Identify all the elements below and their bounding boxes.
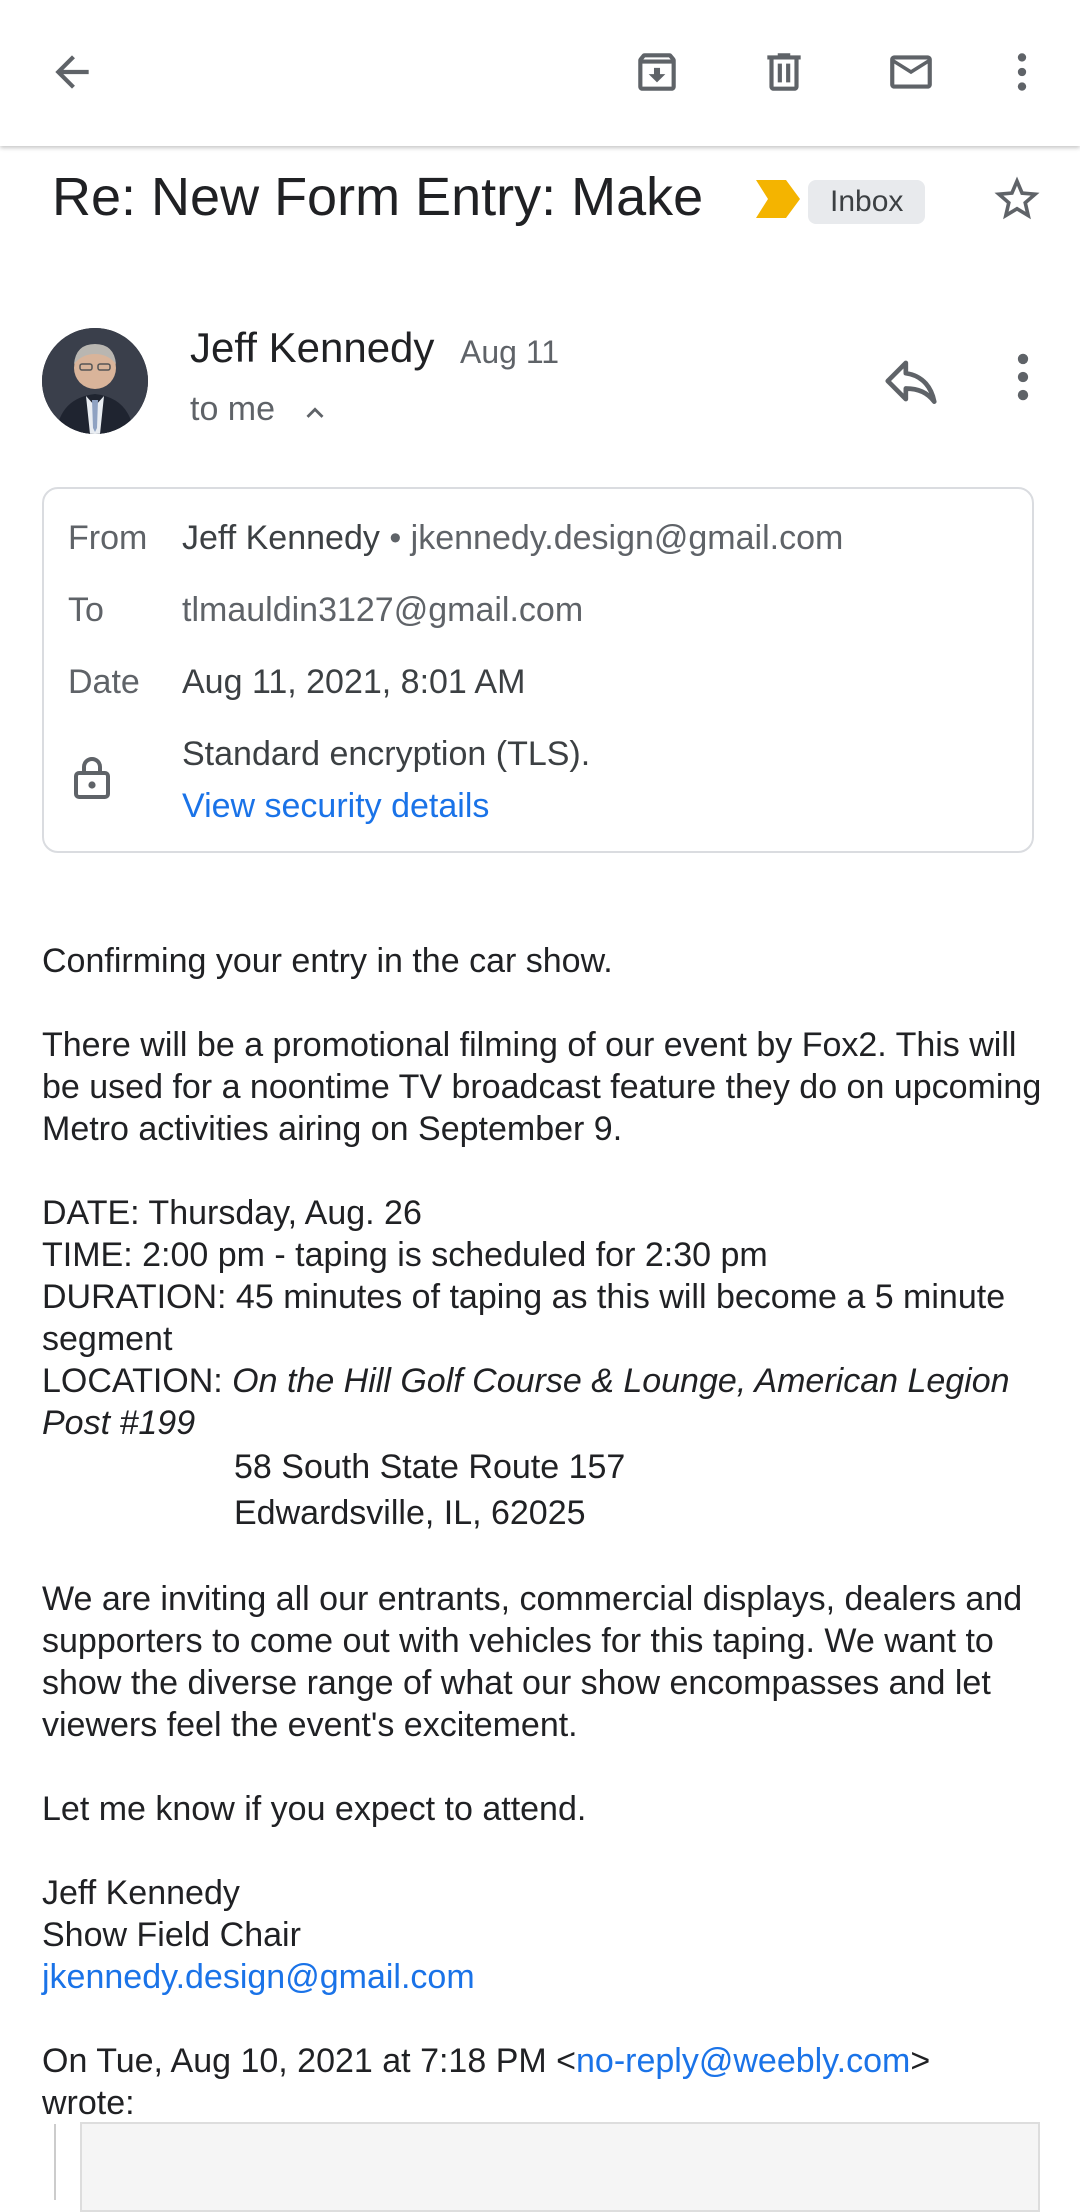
address-line-2: Edwardsville, IL, 62025 bbox=[234, 1494, 586, 1532]
avatar-photo bbox=[42, 328, 148, 434]
message-date: Aug 11 bbox=[460, 334, 560, 370]
inbox-label-chip[interactable]: Inbox bbox=[808, 180, 925, 224]
sender-avatar[interactable] bbox=[42, 328, 148, 434]
message-details-panel bbox=[42, 487, 1034, 853]
quote-suffix: > bbox=[910, 2042, 931, 2080]
message-more-icon[interactable] bbox=[992, 346, 1054, 408]
back-button[interactable] bbox=[36, 36, 108, 108]
message-body bbox=[42, 940, 1042, 2124]
delete-button[interactable] bbox=[748, 36, 820, 108]
trash-icon bbox=[759, 47, 809, 97]
mark-unread-button[interactable] bbox=[875, 36, 947, 108]
more-vert-icon bbox=[997, 47, 1047, 97]
from-label: From bbox=[68, 519, 148, 557]
signature-email-link[interactable]: jkennedy.design@gmail.com bbox=[42, 1958, 475, 1996]
body-paragraph: There will be a promotional filming of our event by Fox2. This will be used for a noontime TV broadcast feature they do on upcoming Metro activities airing on September 9. bbox=[42, 1026, 1042, 1148]
archive-icon bbox=[632, 47, 682, 97]
from-separator: • bbox=[389, 519, 402, 557]
reply-icon[interactable] bbox=[880, 350, 942, 412]
body-paragraph: Let me know if you expect to attend. bbox=[42, 1790, 587, 1828]
quote-bar bbox=[54, 2124, 56, 2200]
location-name: On the Hill Golf Course & Lounge, American Legion Post #199 bbox=[42, 1362, 1010, 1442]
more-options-button[interactable] bbox=[986, 36, 1058, 108]
from-value bbox=[182, 519, 843, 558]
signature-title: Show Field Chair bbox=[42, 1916, 301, 1954]
body-paragraph: Confirming your entry in the car show. bbox=[42, 942, 613, 980]
quoted-content-box bbox=[80, 2122, 1040, 2212]
date-value: Aug 11, 2021, 8:01 AM bbox=[182, 663, 526, 701]
location-label: LOCATION: bbox=[42, 1362, 233, 1400]
view-security-details-link[interactable]: View security details bbox=[182, 787, 490, 825]
sender-name[interactable]: Jeff Kennedy bbox=[190, 324, 435, 371]
quote-attribution bbox=[42, 2040, 1042, 2082]
to-label: To bbox=[68, 591, 104, 629]
event-time-line: TIME: 2:00 pm - taping is scheduled for 2:30 pm bbox=[42, 1236, 768, 1274]
from-name: Jeff Kennedy bbox=[182, 519, 380, 557]
quote-prefix: On Tue, Aug 10, 2021 at 7:18 PM < bbox=[42, 2042, 576, 2080]
arrow-left-icon bbox=[47, 47, 97, 97]
importance-marker-icon[interactable] bbox=[754, 178, 802, 220]
lock-icon bbox=[72, 755, 112, 799]
from-email[interactable]: jkennedy.design@gmail.com bbox=[410, 519, 844, 557]
to-email[interactable]: tlmauldin3127@gmail.com bbox=[182, 591, 584, 629]
signature-name: Jeff Kennedy bbox=[42, 1874, 240, 1912]
quote-email-link[interactable]: no-reply@weebly.com bbox=[576, 2042, 911, 2080]
top-app-bar bbox=[0, 0, 1080, 146]
date-label: Date bbox=[68, 663, 140, 701]
body-paragraph: We are inviting all our entrants, commercial displays, dealers and supporters to come out with vehicles for this taping. We want to show the diverse range of what our show encompasses and let viewers feel the event's excitement. bbox=[42, 1580, 1023, 1744]
chevron-up-icon[interactable] bbox=[298, 396, 332, 430]
archive-button[interactable] bbox=[621, 36, 693, 108]
recipient-summary[interactable]: to me bbox=[190, 390, 276, 428]
event-duration-line: DURATION: 45 minutes of taping as this will become a 5 minute segment bbox=[42, 1278, 1006, 1358]
email-subject: Re: New Form Entry: Make bbox=[52, 167, 704, 227]
event-date-line: DATE: Thursday, Aug. 26 bbox=[42, 1194, 422, 1232]
encryption-text: Standard encryption (TLS). bbox=[182, 735, 591, 773]
event-location-line bbox=[42, 1360, 1042, 1444]
address-line-1: 58 South State Route 157 bbox=[234, 1448, 626, 1486]
quote-wrote: wrote: bbox=[42, 2084, 135, 2122]
mail-icon bbox=[886, 47, 936, 97]
star-icon[interactable] bbox=[990, 172, 1044, 226]
